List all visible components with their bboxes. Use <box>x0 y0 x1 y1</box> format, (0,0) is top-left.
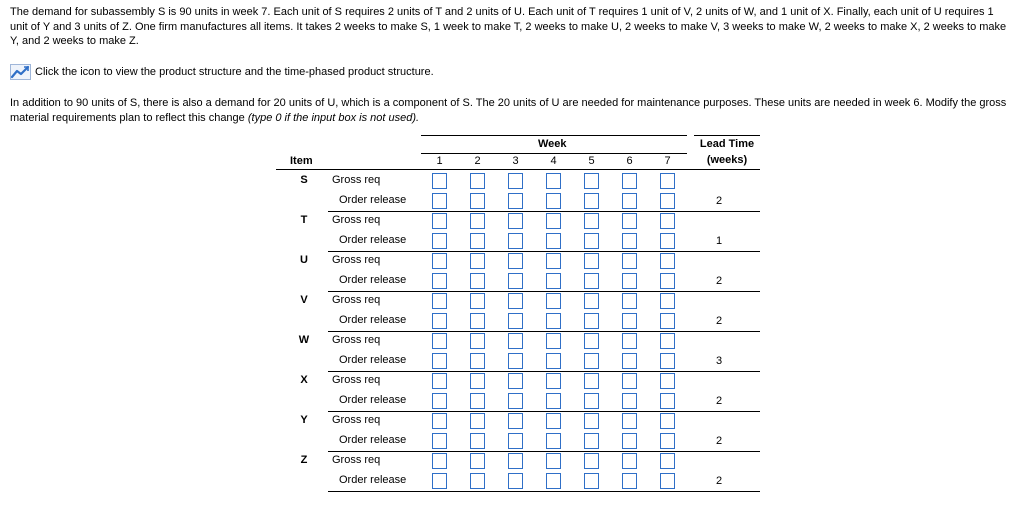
input-z-gross-week-2[interactable] <box>470 453 485 469</box>
row-v-order-release <box>276 311 760 331</box>
row-u-gross-req <box>276 251 760 271</box>
gross-req-label: Gross req <box>332 294 381 306</box>
input-t-gross-week-4[interactable] <box>546 213 561 229</box>
input-u-gross-week-4[interactable] <box>546 253 561 269</box>
header-bottom-line <box>276 169 760 170</box>
input-v-release-week-6[interactable] <box>622 313 637 329</box>
input-z-gross-week-7[interactable] <box>660 453 675 469</box>
input-t-release-week-5[interactable] <box>584 233 599 249</box>
week-header-top-line <box>421 135 687 136</box>
input-v-gross-week-6[interactable] <box>622 293 637 309</box>
input-x-gross-week-3[interactable] <box>508 373 523 389</box>
row-u-order-release <box>276 271 760 291</box>
item-name-w: W <box>298 334 310 346</box>
lead-time-header: Lead Time <box>699 138 755 150</box>
input-z-gross-week-6[interactable] <box>622 453 637 469</box>
input-y-release-week-2[interactable] <box>470 433 485 449</box>
input-t-release-week-6[interactable] <box>622 233 637 249</box>
input-y-gross-week-1[interactable] <box>432 413 447 429</box>
input-y-gross-week-2[interactable] <box>470 413 485 429</box>
input-v-release-week-3[interactable] <box>508 313 523 329</box>
input-u-gross-week-3[interactable] <box>508 253 523 269</box>
row-t-order-release <box>276 231 760 251</box>
input-y-release-week-1[interactable] <box>432 433 447 449</box>
order-release-label: Order release <box>339 234 407 246</box>
input-w-gross-week-5[interactable] <box>584 333 599 349</box>
input-u-release-week-7[interactable] <box>660 273 675 289</box>
input-x-release-week-4[interactable] <box>546 393 561 409</box>
row-v-gross-req <box>276 291 760 311</box>
input-y-gross-week-6[interactable] <box>622 413 637 429</box>
gross-req-label: Gross req <box>332 414 381 426</box>
modification-text: In addition to 90 units of S, there is also a demand for 20 units of U, which is a component of S. The 20 units of U are needed for maintenance purposes. These units are needed in week 6. Modify the gross material requirements plan to reflect this change <box>10 97 1007 124</box>
item-name-z: Z <box>300 454 308 466</box>
input-t-release-week-7[interactable] <box>660 233 675 249</box>
input-u-gross-week-1[interactable] <box>432 253 447 269</box>
input-u-release-week-3[interactable] <box>508 273 523 289</box>
input-z-release-week-5[interactable] <box>584 473 599 489</box>
input-w-release-week-2[interactable] <box>470 353 485 369</box>
input-s-gross-week-3[interactable] <box>508 173 523 189</box>
lead-time-y: 2 <box>715 435 723 447</box>
input-z-gross-week-3[interactable] <box>508 453 523 469</box>
input-v-gross-week-2[interactable] <box>470 293 485 309</box>
input-x-release-week-2[interactable] <box>470 393 485 409</box>
lead-time-t: 1 <box>715 235 723 247</box>
input-s-release-week-1[interactable] <box>432 193 447 209</box>
input-s-gross-week-4[interactable] <box>546 173 561 189</box>
row-z-order-release <box>276 471 760 491</box>
input-t-release-week-3[interactable] <box>508 233 523 249</box>
item-name-u: U <box>300 254 308 266</box>
item-name-t: T <box>300 214 308 226</box>
input-t-gross-week-5[interactable] <box>584 213 599 229</box>
input-z-release-week-4[interactable] <box>546 473 561 489</box>
input-u-release-week-5[interactable] <box>584 273 599 289</box>
input-x-release-week-3[interactable] <box>508 393 523 409</box>
input-t-gross-week-2[interactable] <box>470 213 485 229</box>
input-v-gross-week-7[interactable] <box>660 293 675 309</box>
input-z-release-week-6[interactable] <box>622 473 637 489</box>
input-v-release-week-7[interactable] <box>660 313 675 329</box>
input-s-gross-week-5[interactable] <box>584 173 599 189</box>
input-s-gross-week-7[interactable] <box>660 173 675 189</box>
week-number-1: 1 <box>436 155 443 167</box>
input-z-gross-week-1[interactable] <box>432 453 447 469</box>
row-s-order-release <box>276 191 760 211</box>
input-u-gross-week-5[interactable] <box>584 253 599 269</box>
input-u-release-week-2[interactable] <box>470 273 485 289</box>
week-number-4: 4 <box>550 155 557 167</box>
input-t-gross-week-7[interactable] <box>660 213 675 229</box>
order-release-label: Order release <box>339 434 407 446</box>
gross-req-label: Gross req <box>332 254 381 266</box>
row-x-gross-req <box>276 371 760 391</box>
input-y-gross-week-4[interactable] <box>546 413 561 429</box>
row-z-gross-req <box>276 451 760 471</box>
input-v-release-week-5[interactable] <box>584 313 599 329</box>
input-v-release-week-1[interactable] <box>432 313 447 329</box>
input-w-release-week-5[interactable] <box>584 353 599 369</box>
input-s-gross-week-6[interactable] <box>622 173 637 189</box>
input-w-release-week-1[interactable] <box>432 353 447 369</box>
input-v-gross-week-3[interactable] <box>508 293 523 309</box>
input-x-gross-week-7[interactable] <box>660 373 675 389</box>
order-release-label: Order release <box>339 314 407 326</box>
week-number-2: 2 <box>474 155 481 167</box>
lead-time-s: 2 <box>715 195 723 207</box>
input-w-release-week-4[interactable] <box>546 353 561 369</box>
input-s-gross-week-1[interactable] <box>432 173 447 189</box>
input-w-gross-week-7[interactable] <box>660 333 675 349</box>
week-header-underline <box>421 153 687 154</box>
input-s-release-week-3[interactable] <box>508 193 523 209</box>
row-t-gross-req <box>276 211 760 231</box>
input-y-release-week-4[interactable] <box>546 433 561 449</box>
input-s-release-week-2[interactable] <box>470 193 485 209</box>
week-header: Week <box>538 138 567 150</box>
input-z-release-week-1[interactable] <box>432 473 447 489</box>
input-t-gross-week-3[interactable] <box>508 213 523 229</box>
input-y-release-week-7[interactable] <box>660 433 675 449</box>
lead-time-x: 2 <box>715 395 723 407</box>
input-x-gross-week-4[interactable] <box>546 373 561 389</box>
chart-icon[interactable] <box>10 64 31 80</box>
input-v-release-week-2[interactable] <box>470 313 485 329</box>
gross-req-label: Gross req <box>332 454 381 466</box>
week-number-6: 6 <box>626 155 633 167</box>
input-v-gross-week-1[interactable] <box>432 293 447 309</box>
gross-req-label: Gross req <box>332 334 381 346</box>
input-w-gross-week-3[interactable] <box>508 333 523 349</box>
input-z-release-week-2[interactable] <box>470 473 485 489</box>
lead-time-z: 2 <box>715 475 723 487</box>
item-header: Item <box>290 155 313 167</box>
item-name-x: X <box>300 374 308 386</box>
product-structure-link-text: Click the icon to view the product structure and the time-phased product structure. <box>35 66 434 78</box>
input-x-release-week-1[interactable] <box>432 393 447 409</box>
modification-instructions <box>10 96 1014 125</box>
input-w-gross-week-6[interactable] <box>622 333 637 349</box>
input-z-release-week-7[interactable] <box>660 473 675 489</box>
item-name-y: Y <box>300 414 308 426</box>
input-z-release-week-3[interactable] <box>508 473 523 489</box>
input-w-gross-week-2[interactable] <box>470 333 485 349</box>
input-y-gross-week-3[interactable] <box>508 413 523 429</box>
week-number-5: 5 <box>588 155 595 167</box>
lead-time-u: 2 <box>715 275 723 287</box>
order-release-label: Order release <box>339 194 407 206</box>
input-x-release-week-6[interactable] <box>622 393 637 409</box>
problem-statement: The demand for subassembly S is 90 units in week 7. Each unit of S requires 2 units of T and 2 units of U. Each unit of T requires 1 unit of V, 2 units of W, and 1 unit of X. Finally, each unit of U requires 1 unit of Y and 3 units of Z. One firm manufactures all items. It takes 2 weeks to make S, 1 week to make T, 2 weeks to make U, 2 weeks to make V, 3 weeks to make W, 2 weeks to make X, 2 weeks to make Y, and 2 weeks to make Z. <box>10 6 1007 47</box>
order-release-label: Order release <box>339 354 407 366</box>
leadtime-header-top-line <box>694 135 760 136</box>
input-w-gross-week-4[interactable] <box>546 333 561 349</box>
input-t-release-week-1[interactable] <box>432 233 447 249</box>
input-y-release-week-6[interactable] <box>622 433 637 449</box>
order-release-label: Order release <box>339 274 407 286</box>
input-s-release-week-7[interactable] <box>660 193 675 209</box>
input-x-release-week-5[interactable] <box>584 393 599 409</box>
input-y-release-week-3[interactable] <box>508 433 523 449</box>
row-w-gross-req <box>276 331 760 351</box>
input-t-gross-week-6[interactable] <box>622 213 637 229</box>
row-y-gross-req <box>276 411 760 431</box>
mrp-table <box>276 133 760 493</box>
input-y-gross-week-5[interactable] <box>584 413 599 429</box>
row-separator <box>328 491 760 492</box>
order-release-label: Order release <box>339 394 407 406</box>
input-x-gross-week-5[interactable] <box>584 373 599 389</box>
input-w-gross-week-1[interactable] <box>432 333 447 349</box>
order-release-label: Order release <box>339 474 407 486</box>
row-s-gross-req <box>276 171 760 191</box>
input-t-release-week-4[interactable] <box>546 233 561 249</box>
input-s-release-week-4[interactable] <box>546 193 561 209</box>
input-u-gross-week-7[interactable] <box>660 253 675 269</box>
input-s-release-week-6[interactable] <box>622 193 637 209</box>
input-s-gross-week-2[interactable] <box>470 173 485 189</box>
input-u-gross-week-6[interactable] <box>622 253 637 269</box>
row-w-order-release <box>276 351 760 371</box>
input-x-gross-week-1[interactable] <box>432 373 447 389</box>
input-s-release-week-5[interactable] <box>584 193 599 209</box>
input-y-release-week-5[interactable] <box>584 433 599 449</box>
input-w-release-week-3[interactable] <box>508 353 523 369</box>
input-u-release-week-1[interactable] <box>432 273 447 289</box>
gross-req-label: Gross req <box>332 374 381 386</box>
lead-time-weeks-header: (weeks) <box>706 154 748 166</box>
input-t-gross-week-1[interactable] <box>432 213 447 229</box>
row-x-order-release <box>276 391 760 411</box>
week-number-3: 3 <box>512 155 519 167</box>
gross-req-label: Gross req <box>332 174 381 186</box>
input-w-release-week-6[interactable] <box>622 353 637 369</box>
lead-time-w: 3 <box>715 355 723 367</box>
row-y-order-release <box>276 431 760 451</box>
lead-time-v: 2 <box>715 315 723 327</box>
input-z-gross-week-5[interactable] <box>584 453 599 469</box>
input-v-gross-week-4[interactable] <box>546 293 561 309</box>
product-structure-link-row <box>10 64 434 80</box>
item-name-s: S <box>300 174 308 186</box>
input-v-release-week-4[interactable] <box>546 313 561 329</box>
input-u-gross-week-2[interactable] <box>470 253 485 269</box>
input-z-gross-week-4[interactable] <box>546 453 561 469</box>
input-x-gross-week-2[interactable] <box>470 373 485 389</box>
input-w-release-week-7[interactable] <box>660 353 675 369</box>
item-name-v: V <box>300 294 308 306</box>
modification-note: (type 0 if the input box is not used). <box>247 111 420 124</box>
input-u-release-week-4[interactable] <box>546 273 561 289</box>
input-x-release-week-7[interactable] <box>660 393 675 409</box>
gross-req-label: Gross req <box>332 214 381 226</box>
input-t-release-week-2[interactable] <box>470 233 485 249</box>
input-u-release-week-6[interactable] <box>622 273 637 289</box>
input-v-gross-week-5[interactable] <box>584 293 599 309</box>
input-x-gross-week-6[interactable] <box>622 373 637 389</box>
input-y-gross-week-7[interactable] <box>660 413 675 429</box>
week-number-7: 7 <box>664 155 671 167</box>
